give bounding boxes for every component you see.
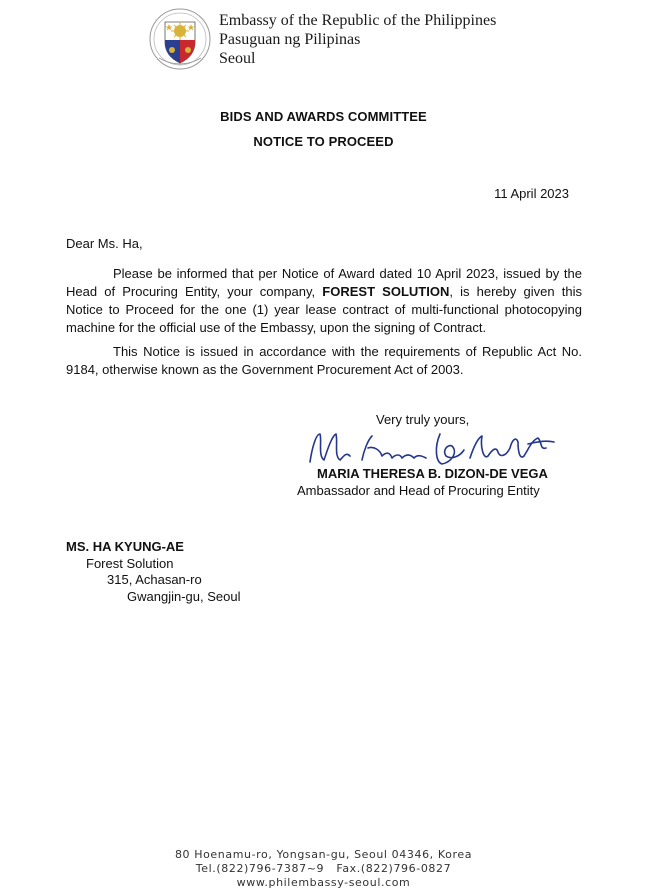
addressee-street: 315, Achasan-ro bbox=[107, 572, 202, 587]
paragraph-legal-basis: This Notice is issued in accordance with the requirements of Republic Act No. 9184, otherwise known as the Government Procurement Act of 2003. bbox=[66, 344, 582, 377]
footer-contact bbox=[0, 862, 647, 876]
addressee-name: MS. HA KYUNG-AE bbox=[66, 539, 184, 554]
letter-date: 11 April 2023 bbox=[494, 186, 569, 201]
signatory-title: Ambassador and Head of Procuring Entity bbox=[297, 483, 540, 498]
paragraph-award-text-2: , is hereby given this Notice to Proceed for the one (1) year lease contract of multi-functional photocopying machine for the official use of the Embassy, upon the signing of Contract. bbox=[66, 284, 582, 335]
paragraph-award-text-1: Please be informed that per Notice of Award dated 10 April 2023, issued by the Head of Procuring Entity, your company, bbox=[66, 266, 582, 299]
company-name: FOREST SOLUTION bbox=[322, 284, 450, 299]
letterhead-embassy-name: Embassy of the Republic of the Philippines bbox=[219, 12, 497, 29]
committee-heading: BIDS AND AWARDS COMMITTEE bbox=[220, 109, 427, 124]
footer-website: www.philembassy-seoul.com bbox=[236, 876, 411, 889]
addressee-city: Gwangjin-gu, Seoul bbox=[127, 589, 241, 604]
footer-fax: Fax.(822)796-0827 bbox=[336, 862, 452, 875]
philippine-seal-icon bbox=[149, 8, 211, 70]
paragraph-award bbox=[66, 265, 582, 337]
notice-heading: NOTICE TO PROCEED bbox=[253, 134, 394, 149]
letterhead-city: Seoul bbox=[219, 50, 256, 67]
footer-address: 80 Hoenamu-ro, Yongsan-gu, Seoul 04346, Korea bbox=[174, 848, 473, 861]
footer-phone: Tel.(822)796-7387~9 bbox=[195, 862, 325, 875]
addressee-company: Forest Solution bbox=[86, 556, 174, 571]
signatory-name: MARIA THERESA B. DIZON-DE VEGA bbox=[317, 466, 548, 481]
closing: Very truly yours, bbox=[376, 412, 470, 427]
salutation: Dear Ms. Ha, bbox=[66, 236, 143, 251]
letterhead-filipino-name: Pasuguan ng Pilipinas bbox=[219, 31, 361, 48]
